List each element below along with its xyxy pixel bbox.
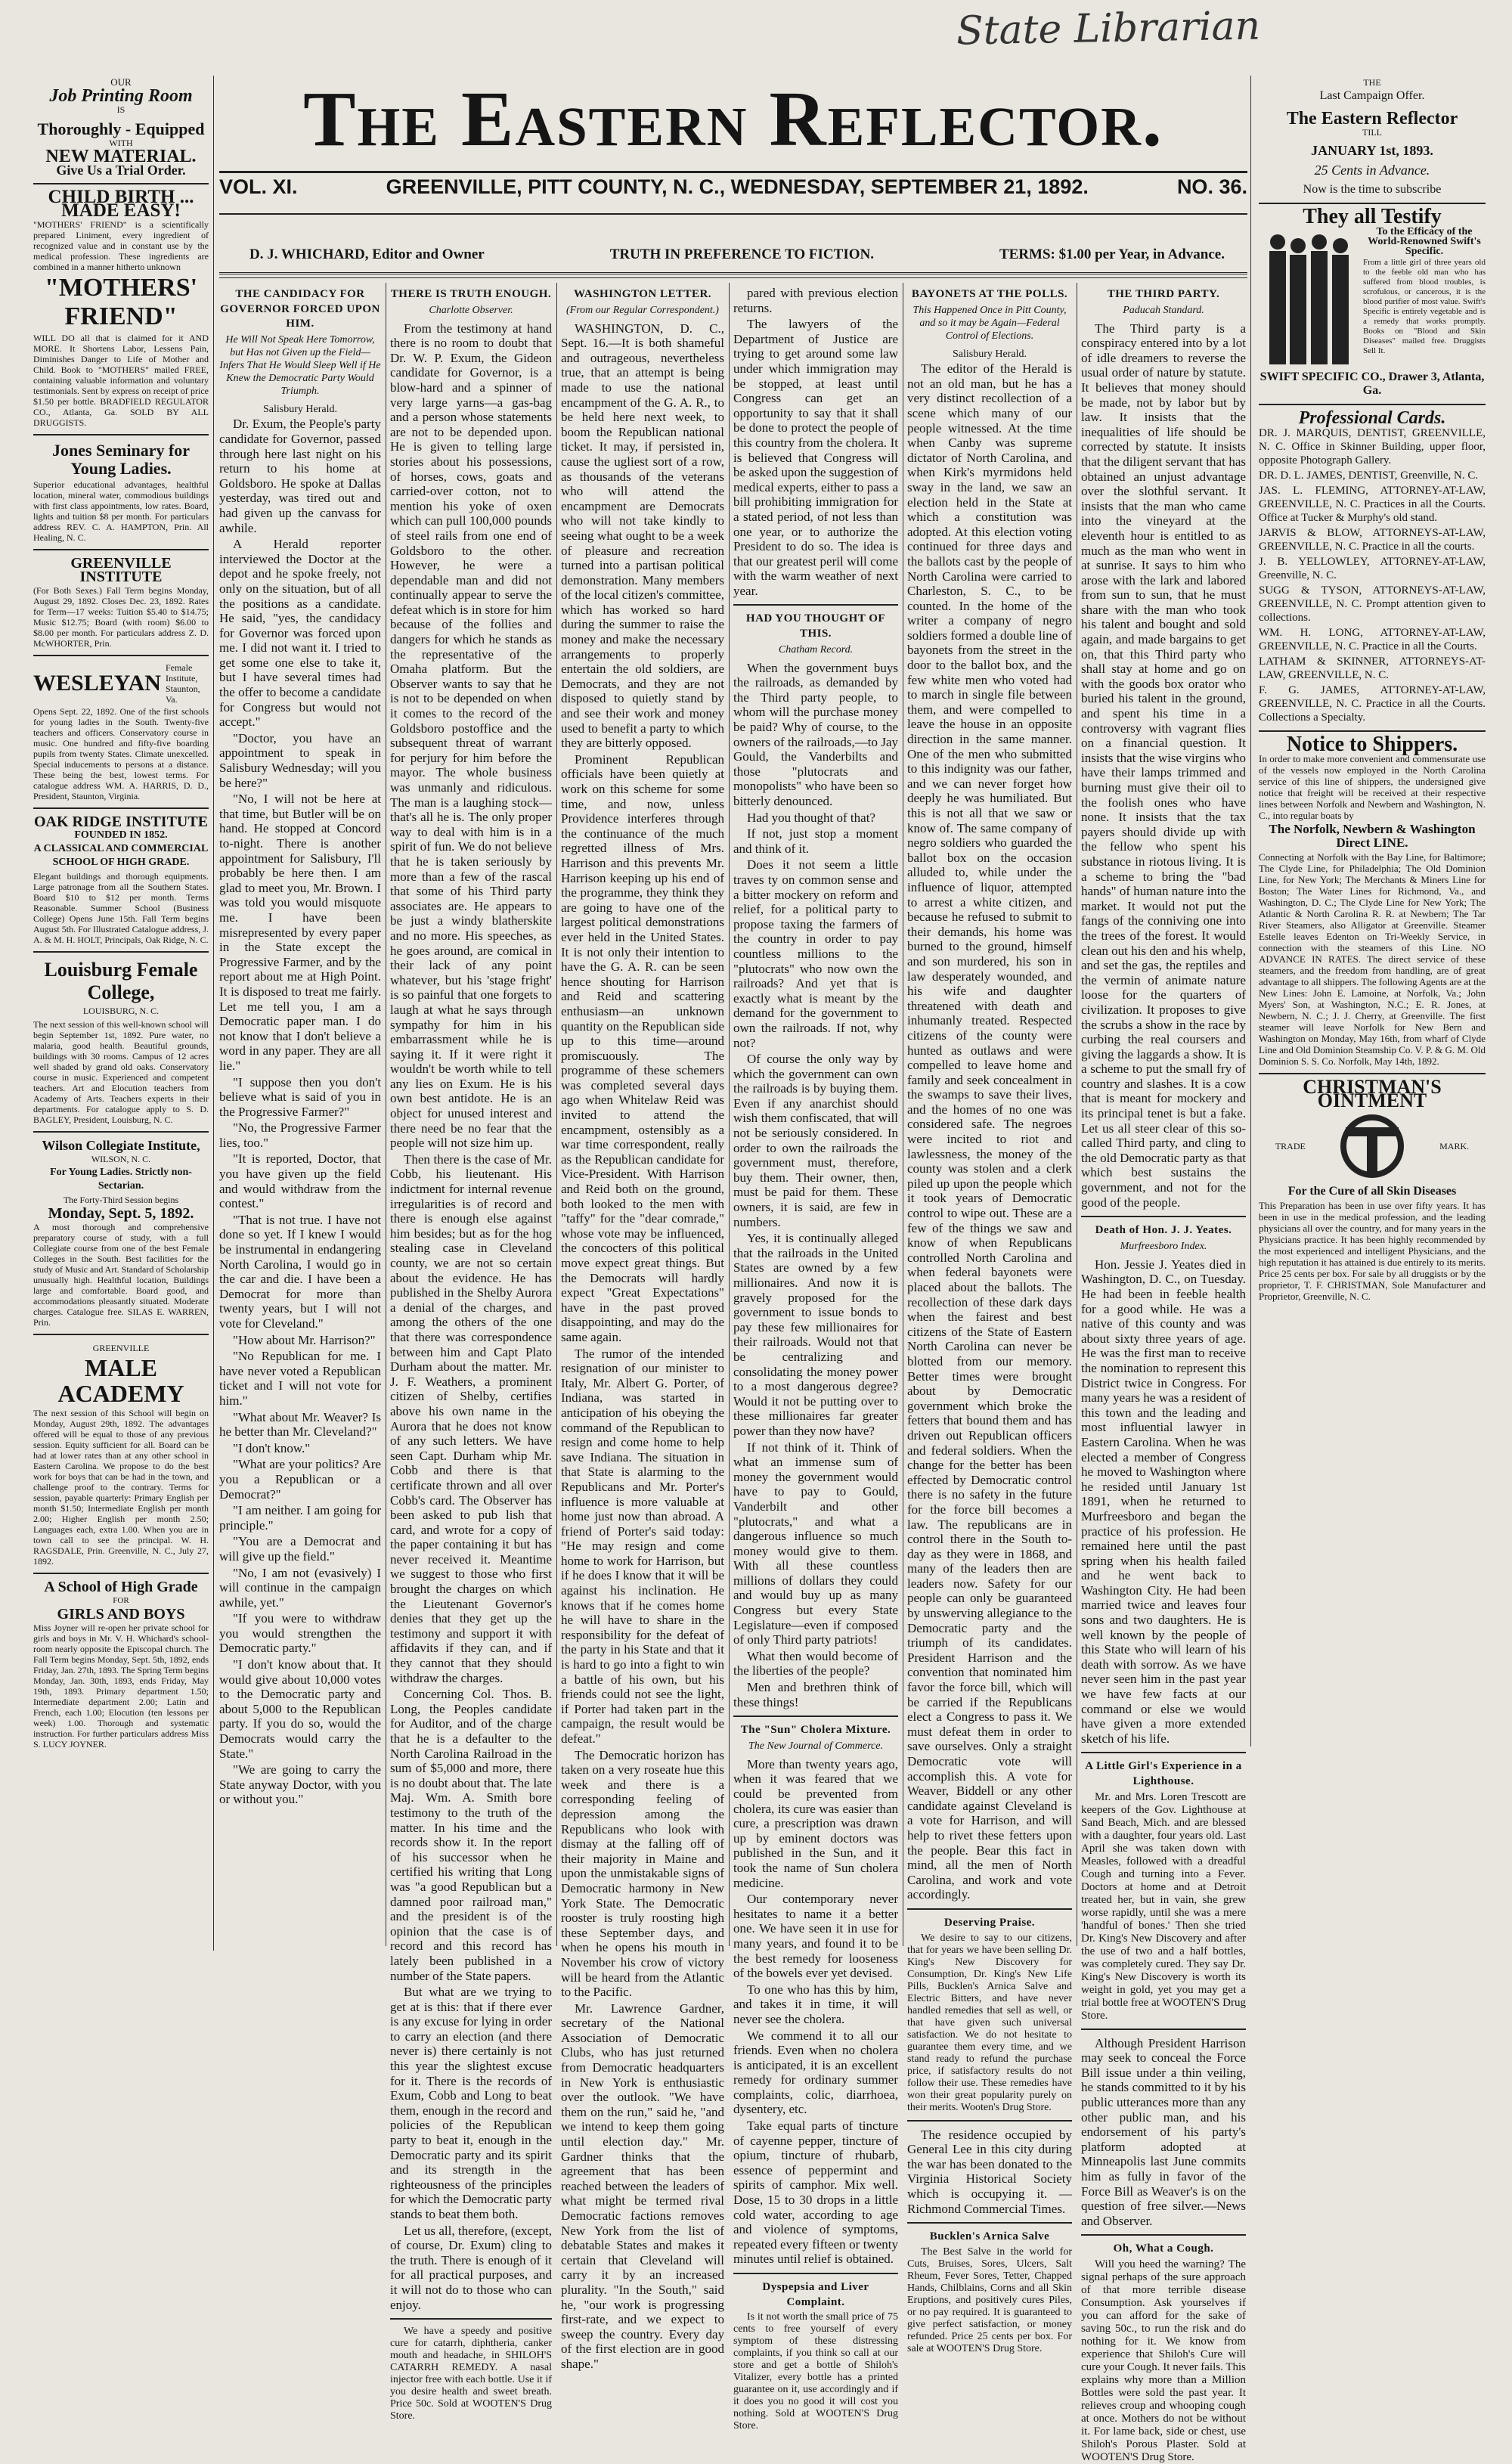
ad-text: WILSON, N. C.	[91, 1154, 151, 1164]
ad-text: For the Cure of all Skin Diseases	[1287, 1185, 1457, 1198]
article-headline: A Little Girl's Experience in a Lighthouse.	[1085, 1760, 1242, 1787]
notice-headline: Dyspepsia and Liver Complaint.	[762, 2281, 869, 2308]
paragraph: More than twenty years ago, when it was feared that we could be prevented from cholera, its cure was easier than cure, a prescription was drawn up by eminent doctors was published in the Sun, and it took the name of Sun cholera medicine.	[733, 1756, 898, 1890]
ad-headline: Jones Seminary for Young Ladies.	[51, 441, 191, 478]
ad-headline: CHRISTMAN'S OINTMENT	[1303, 1076, 1442, 1111]
paragraph: If not, just stop a moment and think of it.	[733, 826, 898, 856]
ad-body: From a little girl of three years old to the feeble old man who has suffered from blood troubles, is scrofulous, or cancerous, it is the blood purifier of most value. Swift's Specific is entirely vegetable and is a remedy that works promptly. Books on "Blood and Skin Diseases" mailed free. Druggists Sell It.	[1363, 258, 1486, 355]
notice-deserving: We desire to say to our citizens, that for years we have been selling Dr. King's New Discovery for Consumption, Dr. King's New Life Pills, Bucklen's Arnica Salve and Electric Bitters, and have never handled remedies that sell as well, or that have given such universal satisfaction. We do not hesitate to guarantee them every time, and we stand ready to refund the purchase price, if satisfactory results do not follow their use. These remedies have won their great popularity purely on their merits. Wooten's Drug Store.	[907, 1932, 1072, 2113]
ad-headline: Job Printing Room	[49, 86, 193, 106]
ad-body: (For Both Sexes.) Fall Term begins Monday, August 29, 1892. Closes Dec. 23, 1892. Rates for Term—17 weeks: Tuition $5.40 to $14.75; Music $12.75; Board (with room) $6.00 to $8.00 per month. For particulars address Z. D. McWHORTER, Prin.	[33, 585, 209, 649]
notice-catarrh: We have a speedy and positive cure for catarrh, diphtheria, canker mouth and headache, in SHILOH'S CATARRH REMEDY. A nasal injector free with each bottle. Use it if you desire health and sweet breath. Price 50c. Sold at WOOTEN'S Drug Store.	[390, 2326, 552, 2422]
ad-body: The next session of this School will begin on Monday, August 29th, 1892. The advantages offered will be equal to those of any previous session. Equity sufficient for all. Board can be had at lower rates than at any other school in Eastern Carolina. We propose to do the best work for boys that can be had in the town, and challenge proof to the contrary. Terms for session, payable quarterly: Primary English per month $1.50; Intermediate English per month 2.00; Higher English per month 2.50; Languages each, extra 1.00. When you are in town call to see the principal. W. H. RAGSDALE, Prin. Greenville, N. C., July 27, 1892.	[33, 1408, 209, 1567]
paragraph: "No, I will not be here at that time, but Butler will be on hand. He stopped at Concord to-night. There is another appointment for Salisbury, I'll probably be here then. I am glad to meet you, Mr. Brown. I was told you would misquote me. I have been misrepresented by every paper in the State except the Progressive Farmer, and by the report about me at High Point. It is disposed to treat me fairly. Let me tell you, I am a Democratic paper man. I do not know that I don't believe a word in any paper. They are all lie."	[219, 792, 381, 1073]
paragraph: "That is not true. I have not done so yet. If I knew I would be instrumental in endangering North Carolina, I would go in the car and die. I have been a Democrat for more than twenty years, but I will not vote for Cleveland."	[219, 1212, 381, 1331]
article-headline: THE CANDIDACY FOR GOVERNOR FORCED UPON HIM.	[220, 288, 380, 330]
paragraph: "You are a Democrat and will give up the field."	[219, 1534, 381, 1564]
paragraph: Let us all, therefore, (except, of course, Dr. Exum) cling to the truth. There is enough of it for all practical purposes, and it will not do to those who can enjoy.	[390, 2223, 552, 2312]
article-washington-letter	[561, 286, 724, 2371]
paragraph: The Third party is a conspiracy entered into by a lot of idle dreamers to reverse the usual order of nature by statute. It believes that money should be made, not by labor but by law. It insists that the inequalities of life should be corrected by statute. It insists that the diligent servant that has obtained an unjust advantage over the slothful servant. It insists that the man who came into the vineyard at the eleventh hour is entitled to as much as the man who went in at sunrise. It says to him who arose with the lark and labored from sun to sun, that he must share with the man who took his talent and bought and sold again, and made bargains to get on, that this Third party who shall stay at home and go on with the goods box orator who buried his talent in the ground, and spent his time in a controversy with vagrant flies on a financial question. It insists that the wise virgins who have their lamps trimmed and burning must give their oil to the foolish ones who have none. It insists that the tax payers should divide up with the fellow who spent his substance in riotous living. It is a scheme to bring the "bad hands" of human nature into the market. It would not put the fangs of the conniving one into the trees of the forest. It would clean out his den and his whelp, and set the gas, the reptiles and the vermin of animate nature loose for the quarters of civilization. It proposes to give the scrubs a show in the race by curbing the real coursers and giving the laggards a show. It is a scheme to put the small fry of country and slashes. It is a cow that is meant for mockery and its principal tenet is but a fake. Let us all steer clear of this so-called Third party, and cling to the old Democratic party as that which best sustains the government, and not for the good of the people.	[1081, 321, 1246, 1210]
ad-headline: MALE ACADEMY	[57, 1354, 184, 1407]
professional-card: F. G. JAMES, ATTORNEY-AT-LAW, GREENVILLE, N. C. Practice in all the Courts. Collections a Specialty.	[1259, 684, 1486, 724]
ad-text: GREENVILLE	[92, 1343, 150, 1353]
article-headline: HAD YOU THOUGHT OF THIS.	[745, 612, 886, 640]
professional-card: WM. H. LONG, ATTORNEY-AT-LAW, GREENVILLE, N. C. Practice in all the Courts.	[1259, 627, 1486, 652]
ad-headline: Professional Cards.	[1298, 408, 1446, 428]
ad-body: WILL DO all that is claimed for it AND MORE. It Shortens Labor, Lessens Pain, Diminishes Danger to Life of Mother and Child. Book to "MOTHERS" mailed FREE, containing valuable information and voluntary testimonials. Sent by express on receipt of price $1.50 per bottle. BRADFIELD REGULATOR CO., Atlanta, Ga. SOLD BY ALL DRUGGISTS.	[33, 333, 209, 428]
article-source: Paducah Standard.	[1123, 304, 1204, 316]
paragraph: Had you thought of that?	[747, 810, 875, 825]
ad-text: Female Institute, Staunton, Va.	[165, 662, 200, 705]
paragraph: Take equal parts of tincture of cayenne pepper, tincture of opium, tincture of rhubarb, essence of peppermint and spirits of camphor. Mix well. Dose, 15 to 30 drops in a little cold water, according to age and violence of symptoms, repeated every fifteen or twenty minutes until relief is obtained.	[733, 2118, 898, 2267]
ad-body: Superior educational advantages, healthful location, mineral water, commodious buildings with first class appointments, low rates. Board, lights and tuition $8 per month. For particulars address REV. C. A. HAMPTON, Prin. All Healing, N. C.	[33, 479, 209, 543]
paragraph: Will you heed the warning? The signal perhaps of the sure approach of that more terrible disease Consumption. Ask yourselves if you can afford for the sake of saving 50c., to run the risk and do nothing for it. We know from experience that Shiloh's Cure will cure your Cough. It never fails. This explains why more than a Million Bottles were sold the past year. It relieves croup and whooping cough at once. Mothers do not be without it. For lame back, side or chest, use Shiloh's Porous Plaster. Sold at WOOTEN'S Drug Store.	[1081, 2258, 1247, 2463]
ad-text: TILL	[1362, 127, 1382, 138]
article-headline: WASHINGTON LETTER.	[573, 288, 712, 300]
ad-headline: Wilson Collegiate Institute,	[42, 1138, 200, 1153]
ad-body: In order to make more convenient and commensurate use of the vessels now employed in the North Carolina service of this line of shippers, the undersigned give notice that freight will be received at their respective lines between Norfolk and Newbern and Washington, N. C., into regular boats by	[1259, 753, 1486, 821]
article-headline: Death of Hon. J. J. Yeates.	[1095, 1224, 1232, 1237]
ad-headline: Thoroughly - Equipped	[37, 119, 205, 138]
ad-headline: Notice to Shippers.	[1286, 733, 1458, 756]
editor-bar	[219, 246, 1247, 263]
paragraph: Prominent Republican officials have been quietly at work on this scheme for some time, and now, unless Providence interferes through the continuance of the much regretted illness of Mrs. Harrison and this prevents Mr. Harrison keeping up his end of the programme, they think they are going to have one of the largest political demonstrations ever held in the United States. It is not only their intention to have the G. A. R. can be seen hence shouting for Harrison and Reid and scattering enthusiasm—an unknown quantity on the Republican side up to this time—around promiscuously. The programme of these schemers was completed several days ago when Whitelaw Reid was invited to attend the encampment, ostensibly as a war time correspondent, really as the Republican candidate for Vice-President. With Harrison and Reid both on the ground, both looked to the men with "taffy" for the "dear comrade," whose vote may be influenced, the concocters of this political move expect great things. But the Democrats will hardly expect "Great Expectations" have in the past proved disappointing, and may do the same again.	[561, 752, 724, 1344]
ad-headline: OAK RIDGE INSTITUTE	[33, 814, 209, 830]
professional-card: DR. J. MARQUIS, DENTIST, GREENVILLE, N. C. Office in Skinner Building, upper floor, opposite Photograph Gallery.	[1259, 427, 1486, 466]
paragraph: Although President Harrison may seek to conceal the Force Bill issue under a thin veiling, he stands committed to it by his public utterances more than any other public man, and his endorsement of his party's platform adopted at Minneapolis last June commits him as fully in favor of the Force Bill as Weaver's is on the question of free silver.—News and Observer.	[1081, 2035, 1246, 2228]
ad-text: FOUNDED IN 1852.	[74, 829, 168, 841]
article-source: The New Journal of Commerce.	[748, 1740, 883, 1752]
ad-body: A most thorough and comprehensive preparatory course of study, with a full Collegiate course from one of the best Female Colleges in the South. Best facilities for the study of Music and Art. Standard of Scholarship unusually high. Healthful location, Buildings large and comfortable. Board good, and accommodations pleasantly situated. Moderate charges. Catalogue free. SILAS E. WARREN, Prin.	[33, 1222, 209, 1328]
ad-body: The next session of this well-known school will begin September 1st, 1892. Pure water, no malaria, good health. Beautiful grounds, buildings with 30 rooms. Campus of 12 acres well shaded by grand old oaks. Conservatory course in music. Experienced and competent teachers. Art and Elocution teachers from Academy of Arts. Teachers experts in their departments. For catalogue apply to S. D. BAGLEY, President, Louisburg, N. C.	[33, 1019, 209, 1125]
ad-headline: The Eastern Reflector	[1286, 109, 1458, 129]
article-source: Charlotte Observer.	[429, 304, 513, 316]
paragraph: But what are we trying to get at is this: that if there ever is any excuse for lying in order to carry an election (and there never is) there certainly is not this year the slightest excuse for it. There is the records of Exum, Cobb and Long to beat them, enough in the record and policies of the Republican party to beat it, enough in the Democratic party and its spirit and its strength in the righteousness of the principles for which the Democratic party stands to beat them both.	[390, 1985, 552, 2221]
paragraph: Yes, it is continually alleged that the railroads in the United States are owned by a few millionaires. And now it is gravely proposed for the government to issue bonds to pay these few millionaires for their railroads. Would not that be centralizing and consolidating the money power to a most dangerous degree? Would it not be putting over to these millionaires far greater power than they now have?	[733, 1231, 898, 1438]
ad-body: Miss Joyner will re-open her private school for girls and boys in Mr. V. H. Whichard's school-room nearly opposite the Episcopal church. The Fall Term begins Monday, Sept. 5th, 1892, ends Friday, Jan. 27th, 1893. The Spring Term begins Monday, Jan. 30th, 1893, ends Friday, May 19th, 1893. Primary department 1.50; Intermediate department 2.00; Latin and French, each 1.00; Elocution (ten lessons per week) 1.00. Thorough and systematic instruction. For further particulars address Miss S. LUCY JOYNER.	[33, 1623, 209, 1750]
paragraph: Men and brethren think of these things!	[733, 1680, 898, 1709]
ad-headline: A School of High Grade	[44, 1579, 198, 1595]
ad-text: 25 Cents in Advance.	[1314, 163, 1430, 178]
notice-dyspepsia: Is it not worth the small price of 75 cents to free yourself of every symptom of these distressing complaints, if you think so call at our store and get a bottle of Shiloh's Vitalizer, every bottle has a printed guarantee on it, use accordingly and if it does you no good it will cost you nothing. Sold at WOOTEN'S Drug Store.	[733, 2311, 898, 2432]
notice-headline: Bucklen's Arnica Salve	[929, 2230, 1050, 2243]
ad-text: THE	[1363, 77, 1381, 88]
paragraph: "What about Mr. Weaver? Is he better than Mr. Cleveland?"	[219, 1409, 381, 1440]
issue-number: NO. 36.	[1176, 175, 1247, 198]
ad-text: Give Us a Trial Order.	[56, 163, 186, 178]
editor-line: D. J. WHICHARD, Editor and Owner	[249, 246, 485, 262]
column-rule	[729, 283, 730, 1946]
ad-text: The Forty-Third Session begins	[63, 1195, 179, 1205]
column-rule	[556, 283, 557, 1946]
professional-card: JARVIS & BLOW, ATTORNEYS-AT-LAW, GREENVILLE, N. C. Practice in all the courts.	[1259, 527, 1486, 553]
paragraph: When the government buys the railroads, as demanded by the Third party people, to whom will the purchase money be paid? Why of course, to the owners of the railroads,—to Jay Gould, the Vanderbilts and those "plutocrats and monopolists" who have been so bitterly denounced.	[733, 660, 898, 808]
ad-text: JANUARY 1st, 1893.	[1311, 143, 1433, 158]
article-subhead: He Will Not Speak Here Tomorrow, but Has not Given up the Field—Infers That He Would Sleep Well if He Knew the Democratic Party Would Triumph.	[219, 333, 381, 397]
ad-body: Elegant buildings and thorough equipments. Large patronage from all the Southern States. Board $10 to $12 per month. Terms Reasonable. Summer School (Business College) Opens June 15th. Fall Term begins August 5th. For Illustrated Catalogue address, J. A. & M. H. HOLT, Principals, Oak Ridge, N. C.	[33, 871, 209, 945]
ad-text: LOUISBURG, N. C.	[82, 1006, 160, 1016]
paragraph: Concerning Col. Thos. B. Long, the Peoples candidate for Auditor, and of the charge that he is a defaulter to the North Carolina Railroad in the sum of $5,000 and more, there is no doubt about that. The late Maj. Wm. A. Smith bore testimony to the truth of the matter. In his time and the records show it. In the report of his successor when he certified his writing that Long was "a good Republican but a damned poor railroad man," and the president is of the opinion that the case is of record and this record has lately been published in a number of the State papers.	[390, 1687, 552, 1983]
ad-text: To the Efficacy of the World-Renowned Swift's Specific.	[1368, 226, 1481, 257]
professional-card: JAS. L. FLEMING, ATTORNEY-AT-LAW, GREENVILLE, N. C. Practices in all the Courts. Office at Tucker & Murphy's old stand.	[1259, 485, 1486, 524]
ad-headline: They all Testify	[1303, 205, 1442, 228]
ad-headline: WESLEYAN	[33, 671, 161, 696]
article-truth-enough	[390, 286, 552, 2422]
paragraph: "What are your politics? Are you a Republican or a Democrat?"	[219, 1457, 381, 1502]
article-source: Murfreesboro Index.	[1120, 1240, 1207, 1252]
paragraph: Dr. Exum, the People's party candidate for Governor, passed through here last night on his return to his home at Goldsboro. He spoke at Dallas yesterday, was tired out and had given up the canvass for awhile.	[219, 417, 381, 535]
professional-card: SUGG & TYSON, ATTORNEYS-AT-LAW, GREENVILLE, N. C. Prompt attention given to collections.	[1259, 584, 1486, 624]
paragraph: Our contemporary never hesitates to name it a better one. We have seen it in use for many years, and found it to be the best remedy for looseness of the bowels ever yet devised.	[733, 1892, 898, 1981]
paragraph: "No Republican for me. I have never voted a Republican ticket and I will not vote for him."	[219, 1349, 381, 1408]
paragraph: "How about Mr. Harrison?"	[233, 1332, 376, 1347]
paragraph: If not think of it. Think of what an immense sum of money the government would have to pay to Gould, Vanderbilt and other "plutocrats," and what a dangerous influence so much money would give to them. With all these countless millions of dollars they could and would buy up as many Congress but every State Legislature—even if composed of only Third party patriots!	[733, 1440, 898, 1647]
left-ad-column	[33, 76, 209, 1751]
ad-headline: The Norfolk, Newbern & Washington Direct LINE.	[1269, 822, 1476, 850]
ad-text: For Young Ladies. Strictly non-Sectarian.	[50, 1167, 192, 1192]
handwritten-note: State Librarian	[956, 3, 1261, 54]
ad-text: IS	[116, 104, 125, 115]
masthead-rule	[219, 272, 1247, 278]
dateline-bar	[219, 175, 1247, 199]
article-subhead: This Happened Once in Pitt County, and so it may be Again—Federal Control of Elections.	[912, 304, 1067, 342]
paragraph: "No, the Progressive Farmer lies, too."	[219, 1120, 381, 1150]
professional-card: J. B. YELLOWLEY, ATTORNEY-AT-LAW, Greenville, N. C.	[1259, 556, 1486, 581]
paragraph: "I don't know about that. It would give about 10,000 votes to the Democratic party and about 5,000 to the Republican party. If you do so, would the Democrats would carry the State."	[219, 1657, 381, 1761]
paragraph: "I suppose then you don't believe what is said of you in the Progressive Farmer?"	[219, 1074, 381, 1119]
motto: TRUTH IN PREFERENCE TO FICTION.	[609, 246, 874, 262]
paragraph: "I am neither. I am going for principle."	[219, 1503, 381, 1533]
paragraph: "It is reported, Doctor, that you have given up the field and would withdraw from the contest."	[219, 1151, 381, 1211]
masthead-rule	[219, 171, 1247, 173]
paragraph: The editor of the Herald is not an old man, but he has a very distinct recollection of a scene which many of our people witnessed. At the time when Canby was supreme dictator of North Carolina, and when Kirk's myrmidons held sway in the land, we saw an election held in the State at which a constitution was adopted. At this election voting continued for three days and the ballots cast by the people of North Carolina were carried to Charleston, S. C., to be counted. In the home of the writer a company of negro soldiers formed a double line of bayonets from the street in the door to the ballot box, and the few white men who voted had to march in single file between them, and were compelled to leave the house in an opposite direction in the same manner. One of the men who submitted to this indignity was our father, and we can never forget how deeply he was humiliated. But this is not all that we saw or know of. The same company of negro soldiers who guarded the ballot box on the occasion alluded to, while under the influence of liquor, attempted to arrest a white citizen, and because he refused to submit to their demands, his home was burned to the ground, himself and son murdered, his son in law desperately wounded, and his wife and daughter threatened with death and inhumanly treated. Respected citizens of the county were hunted as outlaws and were compelled to leave home and family and seek concealment in the swamps to save their lives, and the homes of no one was considered safe. The negroes were incited to riot and lawlessness, the money of the county was stolen and a clerk piled up upon the people which it took years of Democratic control to wipe out. These are a few of the things we saw and know of when Republicans controlled North Carolina and when federal bayonets were placed about the ballots. The recollection of these dark days when the fairest and best citizens of the State of Eastern North Carolina can never be blotted from our memory. Better times were brought about by Democratic government which broke the fetters that bound them and has driven out Republican officers and federal soldiers. When the change for the better has been effected by Democratic control there is no safety in the future for the force bill becomes a law. The republicans are in control there in the South to-day as they were in 1868, and many of the leaders then are leaders now. Safety for our people can only be guaranteed by unswerving allegiance to the Democratic party and the triumph of its candidates. President Harrison and the convention that nominated him favor the force bill, which will be carried if the Republicans elect a Congress to pass it. We must defeat them in order to save ourselves. Only a straight Democratic vote will accomplish this. A vote for Weaver, Biddell or any other candidate against Cleveland is a vote for Harrison, and will help to rivet these fetters upon the people. Bear this fact in mind, all the men of North Carolina, and work and vote accordingly.	[907, 361, 1072, 1902]
notice-headline: Deserving Praise.	[943, 1916, 1036, 1929]
paragraph: The Democratic horizon has taken on a very roseate hue this week and there is a corresponding feeling of depression among the Republicans who look with dismay at the falling off of their majority in Maine and upon the unmistakable signs of Democratic harmony in New York State. The Democratic rooster is truly roosting high these September days, and when he opens his mouth in November his crow of victory will be heard from the Atlantic to the Pacific.	[561, 1747, 724, 2000]
professional-card: LATHAM & SKINNER, ATTORNEYS-AT-LAW, GREENVILLE, N. C.	[1259, 656, 1486, 681]
article-source: Salisbury Herald.	[263, 403, 337, 415]
article-source: Salisbury Herald.	[953, 348, 1027, 360]
ad-text: OUR	[110, 76, 132, 88]
notice-bucklen: The Best Salve in the world for Cuts, Bruises, Sores, Ulcers, Salt Rheum, Fever Sores, Tetter, Chapped Hands, Chilblains, Corns and all Skin Eruptions, and positively cures Piles, or no pay required. It is guaranteed to give perfect satisfaction, or money refunded. Price 25 cents per box. For sale at WOOTEN'S Drug Store.	[907, 2245, 1072, 2354]
article-headline: Oh, What a Cough.	[1113, 2242, 1214, 2255]
ad-text: A CLASSICAL AND COMMERCIAL SCHOOL OF HIGH GRADE.	[33, 843, 209, 868]
ad-headline: "MOTHERS' FRIEND"	[44, 274, 198, 330]
ad-headline: GIRLS AND BOYS	[57, 1606, 185, 1623]
trademark-logo-icon	[1338, 1112, 1406, 1180]
article-headline: THE THIRD PARTY.	[1107, 288, 1220, 300]
article-headline: The "Sun" Cholera Mixture.	[740, 1724, 891, 1737]
paragraph: Hon. Jessie J. Yeates died in Washington, D. C., on Tuesday. He had been in feeble health for a good while. He was a native of this county and was about sixty three years of age. He was the first man to receive the nomination to represent this District twice in Congress. For many years he was a resident of this town and the leading and most influential lawyer in Eastern Carolina. When he was elected a member of Congress he moved to Washington where he resided until January 1st 1891, when he returned to Murfreesboro and began the practice of his profession. He remained here until the past spring when his health failed and he went back to Washington City. He had been married twice and leaves four sons and two daughters. He is well known by the people of this State who will learn of his death with sorrow. As we have never seen him in the past year we have few facts at our command or else we would have given a more extended sketch of his life.	[1081, 1257, 1246, 1746]
masthead-rule	[219, 213, 1247, 215]
paragraph: We commend it to all our friends. Even when no cholera is anticipated, it is an excellent remedy for ordinary summer complaints, colic, diarrhoea, dysentery, etc.	[733, 2028, 898, 2117]
column-rule	[1250, 76, 1251, 1746]
paragraph: pared with previous election returns.	[733, 286, 898, 315]
paragraph: To one who has this by him, and takes it in time, it will never see the cholera.	[733, 1982, 898, 2026]
ad-body: "MOTHERS' FRIEND" is a scientifically prepared Liniment, every ingredient of recognized value and in constant use by the medical profession. These ingredients are combined in a manner hitherto unknown	[33, 219, 209, 272]
ad-body: This Preparation has been in use over fifty years. It has been in use in the medical profession, and the leading physicians all over the country, and for many years in the Physicians practice. It has been highly recommended by the most experienced and intelligent Physicians, and the high reputation it has attained is due entirely to its merits. Price 25 cents per box. For sale by all druggists or by the proprietor, T. F. CHRISTMAN, Sole Manufacturer and Proprietor, Greenville, N. C.	[1259, 1200, 1486, 1302]
paragraph: What then would become of the liberties of the people?	[733, 1648, 898, 1678]
paragraph: "I don't know."	[233, 1440, 311, 1455]
paragraph: "We are going to carry the State anyway Doctor, with you or without you."	[219, 1762, 381, 1807]
ad-text: FOR	[113, 1596, 129, 1605]
volume-number: VOL. XI.	[219, 175, 298, 198]
ad-headline: NEW MATERIAL.	[45, 147, 197, 166]
right-ad-column	[1259, 76, 1486, 1303]
ad-headline: Louisburg Female College,	[44, 959, 198, 1003]
paragraph: From the testimony at hand there is no room to doubt that Dr. W. P. Exum, the Gideon candidate for Governor, is a blow-hard and a spinner of very large yarns—a gas-bag and a person whose statements are not to be depended upon. He is given to telling large stories about his possessions, of horses, cows, goats and carried-over cotton, not to mention his yoke of oxen which can pull 100,000 pounds of steel rails from one end of Goldsboro to the other. However, he were a dependable man and did not continually appear to serve the defeat which is in store for him because of the follies and dangers for which he stands as the representative of the Omaha platform. But the Observer wants to say that he is not to be depended on when it comes to the record of the Goldsboro postoffice and the subsequent threat of warrant for perjury for him before the mayor. The whole business was unmanly and ridiculous. The man is a laughing stock—that's all he is. The only proper way to deal with him is in a spirit of fun. We do not believe that he is taken seriously by more than a few of the rascal that some of his Third party associates are. He appears to be just a windy blatherskite and no more. His speeches, as he goes around, are comical in their lack of any point whatever, but his 'stage fright' is so painful that one forgets to laugh at what he says through sympathy for him in his embarrassment while he is saying it. If it were right it wouldn't be worth while to tell any lies on Exum. He is his own best antidote. He is an object for unused interest and there need be no fear that the people will not size him up.	[390, 321, 552, 1151]
paragraph: Mr. Lawrence Gardner, secretary of the National Association of Democratic Clubs, who has just returned from Democratic headquarters in New York is enthusiastic over the outlook. "We have them on the run," said he, "and we intend to keep them going until election day." Mr. Gardner thinks that the agreement that has been reached between the leaders of what might be termed rival Democratic factions removes New York from the list of debatable States and makes it certain that Cleveland will carry it by an increased plurality. "In the South," said he, "our work is progressing first-rate, and we expect to sweep the country. Every day of the first election are in good shape."	[561, 2001, 724, 2371]
paragraph: Does it not seem a little traves ty on common sense and a bitter mockery on reform and relief, for a political party to propose taxing the farmers of the country in order to pay countless millions to the "plutocrats" who now own the railroads? And yet that is exactly what is meant by the demand for the government to own the railroads. If not, why not?	[733, 857, 898, 1050]
paragraph: A Herald reporter interviewed the Doctor at the depot and he spoke freely, not only on the situation, but of all the positions as a candidate. He said, "yes, the candidacy for Governor was forced upon me. I did not want it. I tried to get some one else to take it, but I have several times had the offer to become a candidate for Congress but would not accept."	[219, 537, 381, 730]
left-column-rule	[213, 76, 214, 1951]
article-candidacy	[219, 286, 381, 1942]
ad-text: MARK.	[1439, 1141, 1470, 1151]
notice-residence: The residence occupied by General Lee in this city during the war has been donated to the Virginia Historical Society which is occupying it. —Richmond Commercial Times.	[907, 2127, 1072, 2216]
paragraph: Of course the only way by which the government can own the railroads is by buying them. Even if any anarchist should wish them confiscated, that will not be seriously considered. In order to own the railroads the government must, therefore, buy them. Their owner, then, must be paid for them. These owners, it is said, are few in numbers.	[733, 1052, 898, 1229]
masthead-title: The Eastern Reflector.	[303, 76, 1163, 163]
ad-text: SWIFT SPECIFIC CO., Drawer 3, Atlanta, Ga.	[1259, 370, 1485, 397]
ad-headline: Monday, Sept. 5, 1892.	[48, 1205, 194, 1222]
paragraph: The rumor of the intended resignation of our minister to Italy, Mr. Albert G. Porter, of Indiana, was started in anticipation of his obeying the command of the Republican to resign and come home to help save Indiana. The situation in that State is alarming to the Republicans and Mr. Porter's influence is more valuable at home just now than abroad. A friend of Porter's said today: "He may resign and come home to work for Harrison, but if he does I know that it will be against his inclination. He knows that if he comes home he will have to share in the responsibility for the defeat of the party in his State and that it is hard to go into a fight to win a battle of his own, but his friends could not see the light, if Porter had taken part in the campaign, the result would be defeat."	[561, 1346, 724, 1746]
ad-body: Connecting at Norfolk with the Bay Line, for Baltimore; The Clyde Line, for Philadelphia; The Old Dominion Line, for New York; The Merchants & Miners Line for Boston; The Water Lines for Richmond, Va., and Washington, D. C.; The Clyde Line for New York; The Atlantic & North Carolina R. R. at Newbern; The Tar River Steamers, also Alligator at Greenville. Steamer Estelle leaves Edenton on Tri-Weekly Service, in connection with the steamers of this Line. NO ADVANCE IN RATES. The direct service of these steamers, and the freedom from handling, are of great advantage to all shippers. The following Agents are at the New Lines: John E. Lamoine, at Norfolk, Va.; John Myers' Son, at Washington, N.C.; E. R. Jones, at Newbern, N. C.; J. J. Cherry, at Greenville. The first steamer will leave Norfolk for New Bern and Washington on Monday, May 16th, from wharf of Clyde Line and Old Dominion Steamship Co. V. P. & G. M. Old Dominion S. S. Co. Norfolk, May 14th, 1892.	[1259, 851, 1486, 1067]
paragraph: Mr. and Mrs. Loren Trescott are keepers of the Gov. Lighthouse at Sand Beach, Mich. and are blessed with a daughter, four years old. Last April she was taken down with Measles, followed with a dreadful Cough and turning into a Fever. Doctors at home and at Detroit treated her, but in vain, she grew worse rapidly, until she was a mere 'handful of bones.' Then she tried Dr. King's New Discovery and after the use of two and a half bottles, was completely cured. They say Dr. King's New Discovery is worth its weight in gold, yet you may get a trial bottle free at WOOTEN'S Drug Store.	[1081, 1790, 1246, 2022]
paragraph: "If you were to withdraw you would strengthen the Democratic party."	[219, 1611, 381, 1656]
testimonial-crowd-illustration	[1259, 227, 1357, 370]
terms: TERMS: $1.00 per Year, in Advance.	[999, 246, 1225, 262]
article-bayonets	[907, 286, 1072, 2354]
article-source: (From our Regular Correspondent.)	[566, 304, 719, 316]
article-source: Chatham Record.	[778, 643, 854, 656]
paragraph: Then there is the case of Mr. Cobb, his lieutenant. His indictment for internal revenue irregularities is of record and there is enough else against him besides; but as for the hog stealing case in Cleveland county, we are not so certain about the evidence. He has published in the Shelby Aurora a denial of the charges, and among the others of the one that there was correspondence between him and Capt Plato Durham about the matter. Mr. J. F. Weathers, a prominent citizen of Shelby, certifies above his own name in the Aurora that he does not know of any such letters. We have seen Capt. Durham whip Mr. Cobb and there is that certificate thrown and all over Cobb's card. The Observer has been asked to pub lish that card, and wrote for a copy of the paper containing it but has never received it. Meantime we suggest to those who first brought the charges on which the Lieutenant Governor's denies that they get up the testimony and support it with affidavits if they can, and if they cannot that they should withdraw the charges.	[390, 1151, 552, 1685]
ad-body: Opens Sept. 22, 1892. One of the first schools for young ladies in the South. Twenty-five teachers and officers. Conservatory course in music. One hundred and fifty-five boarding pupils from twenty States. Climate unexcelled. Special inducements to persons at a distance. These being the best, lowest terms. For catalogue address WM. A. HARRIS, D. D., President, Staunton, Virginia.	[33, 706, 209, 801]
ad-text: Now is the time to subscribe	[1303, 183, 1442, 196]
dateline: GREENVILLE, PITT COUNTY, N. C., WEDNESDAY, SEPTEMBER 21, 1892.	[386, 175, 1089, 198]
paragraph: "Doctor, you have an appointment to speak in Salisbury Wednesday; will you be here?"	[219, 730, 381, 790]
article-headline: THERE IS TRUTH ENOUGH.	[390, 288, 552, 300]
article-third-party	[1081, 286, 1247, 2463]
ad-text: WITH	[109, 138, 133, 148]
paragraph: "No, I am not (evasively) I will continue in the campaign awhile, yet."	[219, 1565, 381, 1610]
article-headline: BAYONETS AT THE POLLS.	[911, 288, 1068, 300]
professional-card: DR. D. L. JAMES, DENTIST, Greenville, N. C.	[1259, 470, 1479, 482]
ad-text: TRADE	[1275, 1141, 1306, 1151]
ad-headline: CHILD BIRTH ... MADE EASY!	[48, 187, 194, 221]
paragraph: WASHINGTON, D. C., Sept. 16.—It is both shameful and outrageous, nevertheless true, that an attempt is being made to use the national encampment of the G. A. R., to be held here next week, to boom the Republican national ticket. It may, if persisted in, cause the ugliest sort of a row, as thousands of the veterans who will attend the encampment are Democrats who will not take kindly to seeing what ought to be a week of pleasure and recreation turned into a partisan political demonstration. Many members of the local citizen's committee, which has worked so hard during the summer to raise the money and make the necessary arrangements to properly entertain the old soldiers, are Democrats, and they are not disposed to quietly stand by and see their work and money used to benefit a party to which they are bitterly opposed.	[561, 321, 724, 751]
ad-text: Last Campaign Offer.	[1319, 89, 1425, 102]
ad-headline: GREENVILLE INSTITUTE	[70, 555, 172, 585]
article-col4	[733, 286, 898, 2432]
paragraph: The lawyers of the Department of Justice are trying to get around some law under which immigration may be stopped, at least until Congress can get an opportunity to say that it shall be done to protect the people of this country from the cholera. It is believed that Congress will be asked upon the suggestion of medical experts, either to pass a bill prohibiting immigration for a stated period, of not less than one year, or to authorize the President to do so. The idea is that our greatest peril will come with the warm weather of next year.	[733, 317, 898, 598]
